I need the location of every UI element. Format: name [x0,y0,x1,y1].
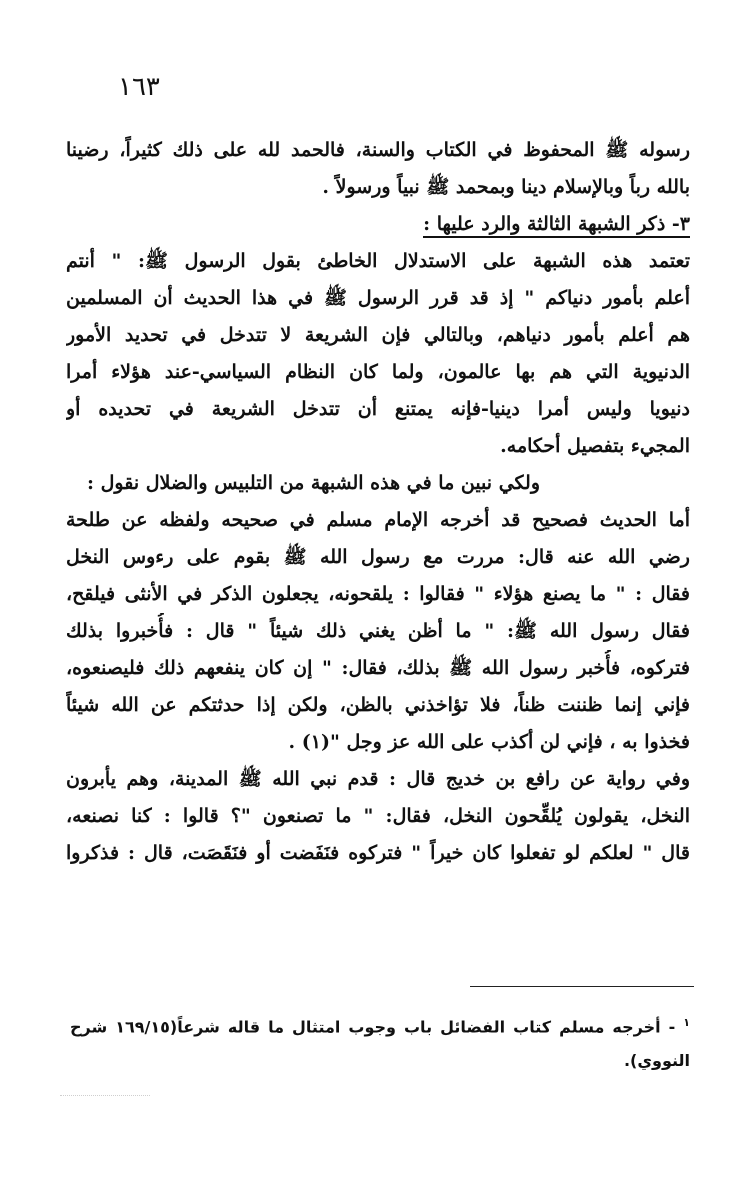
text-line: رسوله ﷺ المحفوظ في الكتاب والسنة، فالحمد لله على ذلك كثيراً، رضينا [66,139,690,161]
text-line: بالله رباً وبالإسلام دينا وبمحمد ﷺ نبياً ورسولاً . [322,176,690,198]
text-line: قال " لعلكم لو تفعلوا كان خيراً " فتركوه فنَفَضت أو فنَقَصَت، قال : فذكروا [66,842,690,864]
section-heading: ٣- ذكر الشبهة الثالثة والرد عليها : [423,213,690,238]
footnote-line [70,1006,690,1044]
text-line: فقال : " ما يصنع هؤلاء " فقالوا : يلقحونه، يجعلون الذكر في الأنثى فيلقح، [66,583,690,605]
text-line: ولكي نبين ما في هذه الشبهة من التلبيس والضلال نقول : [86,472,540,494]
text-line: الدنيوية التي هم بها عالمون، ولما كان النظام السياسي-عند هؤلاء أمرا [66,361,690,383]
scan-speckle [60,1095,150,1104]
footnote [70,1006,690,1078]
body-text [66,132,690,872]
footnote-divider [470,986,694,987]
text-line: النخل، يقولون يُلقِّحون النخل، فقال: " ما تصنعون "؟ قالوا : كنا نصنعه، [66,805,690,827]
text-line: فقال رسول الله ﷺ: " ما أظن يغني ذلك شيئاً " قال : فأُخبروا بذلك [66,620,690,642]
text-line: دنيويا وليس أمرا دينيا-فإنه يمتنع أن تتدخل الشريعة في تحديده أو [66,398,690,420]
text-line: تعتمد هذه الشبهة على الاستدلال الخاطئ بقول الرسول ﷺ: " أنتم [66,250,690,272]
footnote-text: - أخرجه مسلم كتاب الفضائل باب وجوب امتثال ما قاله شرعاً(١٦٩/١٥ شرح [70,1017,676,1037]
text-line: المجيء بتفصيل أحكامه. [500,435,690,457]
footnote-line: النووي). [623,1051,690,1071]
text-line: فتركوه، فأُخبر رسول الله ﷺ بذلك، فقال: " إن كان ينفعهم ذلك فليصنعوه، [66,657,690,679]
text-line: هم أعلم بأمور دنياهم، وبالتالي فإن الشريعة لا تتدخل في تحديد الأمور [66,324,690,346]
text-line: أما الحديث فصحيح قد أخرجه الإمام مسلم في صحيحه ولفظه عن طلحة [66,509,690,531]
text-line: فخذوا به ، فإني لن أكذب على الله عز وجل "(١) . [288,731,690,753]
footnote-marker: ١ [683,1016,691,1029]
section-heading-line [66,206,690,243]
text-line: رضي الله عنه قال: مررت مع رسول الله ﷺ بقوم على رءوس النخل [66,546,690,568]
text-line: وفي رواية عن رافع بن خديج قال : قدم نبي الله ﷺ المدينة، وهم يأبرون [66,768,690,790]
text-line: فإني إنما ظننت ظناً، فلا تؤاخذني بالظن، ولكن إذا حدثتكم عن الله شيئاً [66,694,690,716]
text-line: أعلم بأمور دنياكم " إذ قد قرر الرسول ﷺ في هذا الحديث أن المسلمين [66,287,690,309]
page-number: ١٦٣ [118,72,160,102]
